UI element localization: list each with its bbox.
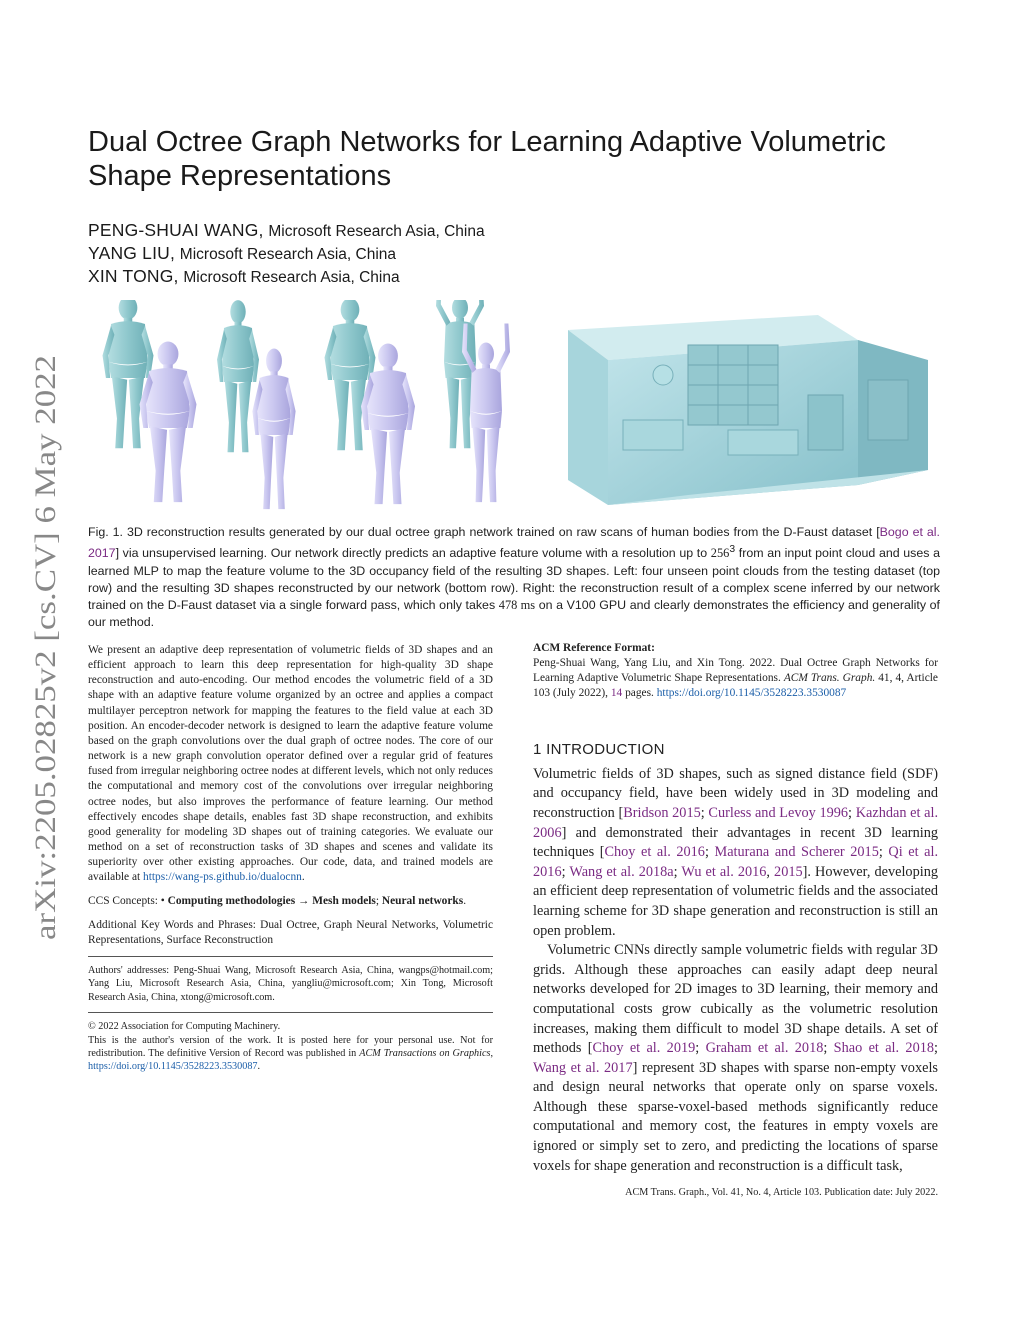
caption-text: ] via unsupervised learning. Our network directly predicts an adaptive feature volume with a resolution up to — [115, 546, 711, 561]
teaser-figure — [88, 300, 948, 510]
paragraph-text: ; — [700, 804, 709, 821]
caption-resolution: 256 — [710, 546, 730, 561]
paragraph-text: ] and demonstrated their advantages in recent 3D learning techniques [ — [533, 824, 938, 861]
figure-caption — [88, 524, 940, 631]
author-name: XIN TONG, — [88, 266, 179, 286]
ccs-sep: ; — [375, 894, 382, 907]
author-name: YANG LIU, — [88, 243, 176, 263]
author-line — [88, 242, 396, 266]
paragraph-text: ; — [561, 863, 570, 880]
paragraph-text: Volumetric fields of 3D shapes, such as signed distance field (SDF) and occupancy field, have been widely used in 3D modeling and reconstruction [ — [533, 765, 938, 821]
ccs-arrow: → — [295, 894, 313, 907]
citation-link[interactable]: Wang et al. 2018a — [569, 863, 674, 880]
reference-format — [533, 656, 938, 701]
ccs-concepts — [88, 894, 493, 909]
caption-text: from an input point cloud and uses a learned MLP to map the feature volume to the 3D occupancy field of the resulting 3D shapes. Left: four unseen point clouds from the testing dataset (top row) and the resulting 3D shapes reconstructed by our network (bottom row). Right: the reconstruction result of a complex scene inferred by our network trained on the D-Faust dataset via a single forward pass, which only takes — [88, 546, 941, 612]
paragraph-text: ]. However, developing an efficient deep representation of volumetric fields and the associated learning scheme for 3D shape generation and reconstruction is still an open problem. — [533, 863, 938, 939]
abstract-text: We present an adaptive deep representation of volumetric fields of 3D shapes and an efficient approach to learn this deep representation for high-quality 3D shape reconstruction and auto-encoding. Our method encodes the volumetric field of a 3D shape with an adaptive feature volume organized by an octree and applies a compact multilayer perceptron network for mapping the features to the field value at each 3D position. An encoder-decoder network is designed to learn the adaptive feature volume based on the graph convolutions over the dual graph of octree nodes. The core of our network is a new graph convolution operator defined over a regular grid of features fused from irregular neighboring octree nodes at different levels, which not only reduces the computational and memory cost of the convolutions over irregular neighboring octree nodes, but also improves the performance of feature learning. Our method effectively encodes shape details, enables fast 3D shape reconstruction, and exhibits good generality for modeling 3D shapes out of training categories. We evaluate our method on a set of reconstruction tasks of 3D shapes and scenes and validate its superiority over other existing approaches. Our code, data, and trained models are available at — [88, 644, 493, 884]
ccs-end: . — [463, 894, 467, 907]
author-addresses: Authors' addresses: Peng-Shuai Wang, Microsoft Research Asia, China, wangps@hotmail.com; Yang Liu, Microsoft Research Asia, China, yangliu@microsoft.com; Xin Tong, Microsoft Research Asia, China, xtong@microsoft.com. — [88, 964, 493, 1003]
arxiv-stamp — [8, 350, 68, 950]
section-heading: 1 INTRODUCTION — [533, 740, 665, 758]
code-url-link[interactable]: https://wang-ps.github.io/dualocnn — [143, 871, 302, 884]
reconstructed-mesh — [252, 349, 295, 510]
copyright-sep: , — [490, 1048, 493, 1059]
paragraph-text: ; — [673, 863, 682, 880]
caption-time: 478 ms — [498, 597, 536, 612]
reference-doi-link[interactable]: https://doi.org/10.1145/3528223.3530087 — [656, 687, 847, 700]
input-point-cloud — [217, 300, 259, 452]
citation-link[interactable]: Graham et al. 2018 — [705, 1040, 824, 1057]
paragraph-text: ; — [823, 1040, 834, 1057]
paragraph-text: , — [766, 863, 775, 880]
paragraph-text: ; — [848, 804, 856, 821]
journal-name: ACM Transactions on Graphics — [359, 1048, 491, 1059]
citation-link[interactable]: Maturana and Scherer 2015 — [714, 844, 879, 861]
paragraph-text: ] represent 3D shapes with sparse non-empty voxels and design neural networks that operate only on sparse voxels. Although these sparse-voxel-based methods significantly reduce computational and memory cost, the features in empty voxels are ignored or simply set to zero, and predicting the locations of sparse voxels for shape generation and reconstruction is a difficult task, — [533, 1059, 938, 1174]
copyright-notice — [88, 1034, 493, 1074]
reference-text: 41, 4, Article 103 (July 2022), — [533, 672, 938, 700]
arxiv-stamp-text: arXiv:2205.02825v2 [cs.CV] 6 May 2022 — [29, 436, 62, 940]
copyright-line: © 2022 Association for Computing Machinery. — [88, 1021, 281, 1033]
intro-paragraph-2 — [533, 941, 938, 1176]
abstract-end: . — [301, 871, 305, 884]
citation-link[interactable]: Qi et al. 2016 — [533, 844, 939, 880]
citation-link[interactable]: Choy et al. 2016 — [604, 844, 705, 861]
citation-link[interactable]: Choy et al. 2019 — [592, 1040, 696, 1057]
paragraph-text: ; — [934, 1040, 939, 1057]
author-line — [88, 265, 400, 289]
citation-link[interactable]: Kazhdan et al. 2006 — [533, 804, 939, 841]
citation-link[interactable]: Bridson 2015 — [623, 804, 701, 821]
journal-abbrev: ACM Trans. Graph. — [783, 672, 876, 685]
author-line — [88, 219, 485, 243]
paragraph-text: ; — [695, 1040, 706, 1057]
abstract — [88, 643, 493, 886]
left-column — [88, 643, 493, 1074]
ccs-term: Computing methodologies — [167, 894, 296, 907]
citation-link[interactable]: Curless and Levoy 1996 — [708, 804, 849, 821]
divider — [88, 956, 493, 957]
caption-superscript: 3 — [729, 544, 736, 556]
reference-text: pages. — [622, 687, 657, 700]
caption-text: Fig. 1. 3D reconstruction results generated by our dual octree graph network trained on raw scans of human bodies from the D-Faust dataset [ — [88, 525, 880, 539]
paper-title: Dual Octree Graph Networks for Learning Adaptive Volumetric Shape Representations — [88, 126, 886, 192]
citation-link[interactable]: Shao et al. 2018 — [833, 1040, 935, 1057]
page-count-link[interactable]: 14 — [610, 687, 623, 700]
reconstructed-scene — [568, 315, 928, 505]
citation-link[interactable]: Bogo et al. 2017 — [88, 525, 941, 561]
author-affiliation: Microsoft Research Asia, China — [183, 269, 400, 286]
page-footer: ACM Trans. Graph., Vol. 41, No. 4, Article 103. Publication date: July 2022. — [625, 1187, 938, 1198]
author-affiliation: Microsoft Research Asia, China — [179, 246, 397, 263]
citation-link[interactable]: Wang et al. 2017 — [533, 1059, 633, 1076]
ccs-prefix: CCS Concepts: • — [88, 894, 168, 907]
citation-link[interactable]: 2015 — [774, 863, 803, 880]
divider — [88, 1012, 493, 1013]
paragraph-text: Volumetric CNNs directly sample volumetric fields with regular 3D grids. Although these approaches can easily adapt deep neural networks developed for 2D images to 3D learning, their memory and computational costs grow cubically as the volumetric resolution increases, making them difficult to model 3D shape details. A set of methods [ — [533, 942, 938, 1057]
copyright-end: . — [257, 1061, 261, 1073]
keywords: Additional Key Words and Phrases: Dual Octree, Graph Neural Networks, Volumetric Representations, Surface Reconstruction — [88, 918, 493, 946]
reference-text: Peng-Shuai Wang, Yang Liu, and Xin Tong. 2022. Dual Octree Graph Networks for Learning Adaptive Volumetric Shape Representations. — [533, 657, 938, 685]
author-name: PENG-SHUAI WANG, — [88, 220, 264, 240]
intro-paragraph-1 — [533, 765, 938, 941]
caption-text: on a V100 GPU and clearly demonstrates the efficiency and generality of our method. — [88, 597, 940, 630]
citation-link[interactable]: Wu et al. 2016 — [681, 863, 767, 880]
right-column — [533, 641, 938, 1176]
ccs-term: Mesh models — [312, 894, 376, 907]
ccs-term: Neural networks — [381, 894, 464, 907]
copyright-text: This is the author's version of the work. It is posted here for your personal use. Not for redistribution. The definitive Version of Record was published in — [88, 1034, 493, 1059]
paragraph-text: ; — [878, 844, 889, 861]
paragraph-text: ; — [704, 844, 715, 861]
reference-heading: ACM Reference Format: — [533, 642, 655, 654]
author-affiliation: Microsoft Research Asia, China — [268, 223, 485, 240]
doi-link[interactable]: https://doi.org/10.1145/3528223.3530087 — [88, 1061, 258, 1073]
